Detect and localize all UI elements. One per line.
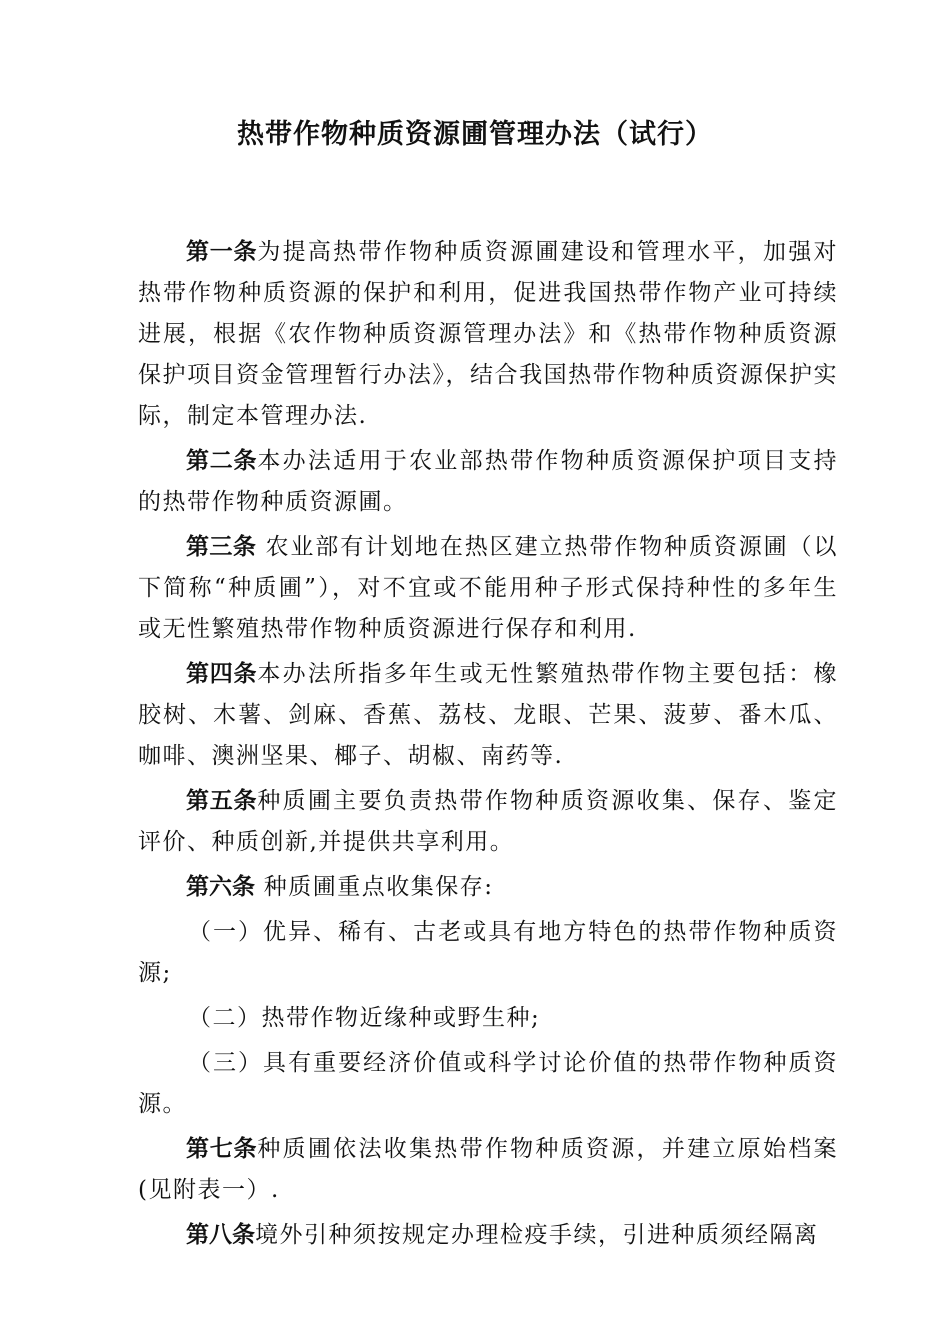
article-heading: 第一条 <box>186 239 258 265</box>
list-item-text: （一）优异、稀有、古老或具有地方特色的热带作物种质资源; <box>138 919 838 986</box>
document-title: 热带作物种质资源圃管理办法（试行） <box>237 119 713 150</box>
article-text: 境外引种须按规定办理检疫手续，引进种质须经隔离 <box>255 1222 819 1248</box>
article-2 <box>138 441 838 523</box>
article-heading: 第七条 <box>186 1136 258 1162</box>
article-text: 种质圃依法收集热带作物种质资源，并建立原始档案(见附表一）. <box>138 1136 839 1203</box>
article-1 <box>138 232 838 437</box>
article-text: 种质圃主要负责热带作物种质资源收集、保存、鉴定评价、种质创新,并提供共享利用。 <box>138 788 839 855</box>
list-item-1 <box>138 912 838 994</box>
article-text: 为提高热带作物种质资源圃建设和管理水平，加强对热带作物种质资源的保护和利用，促进我国热带作物产业可持续进展，根据《农作物种质资源管理办法》和《热带作物种质资源保护项目资金管理暂行办法》，结合我国热带作物种质资源保护实际，制定本管理办法. <box>138 239 839 429</box>
document-body <box>138 232 838 1256</box>
article-7 <box>138 1129 838 1211</box>
list-item-text: （二）热带作物近缘种或野生种; <box>188 1005 541 1031</box>
article-heading: 第二条 <box>186 448 258 474</box>
article-text: 本办法所指多年生或无性繁殖热带作物主要包括：橡胶树、木薯、剑麻、香蕉、荔枝、龙眼、芒果、菠萝、番木瓜、咖啡、澳洲坚果、椰子、胡椒、南药等. <box>138 661 839 769</box>
article-4 <box>138 654 838 777</box>
article-heading: 第三条 <box>186 534 257 560</box>
list-item-3 <box>138 1043 838 1125</box>
article-heading: 第六条 <box>186 874 255 900</box>
article-6 <box>138 867 838 908</box>
list-item-2 <box>138 998 838 1039</box>
list-item-text: （三）具有重要经济价值或科学讨论价值的热带作物种质资源。 <box>138 1050 838 1117</box>
article-text: 种质圃重点收集保存: <box>255 874 494 900</box>
article-text: 农业部有计划地在热区建立热带作物种质资源圃（以下简称“种质圃”），对不宜或不能用种子形式保持种性的多年生或无性繁殖热带作物种质资源进行保存和利用. <box>138 534 838 642</box>
article-3 <box>138 527 838 650</box>
article-8 <box>138 1215 838 1256</box>
article-heading: 第八条 <box>186 1222 255 1248</box>
article-heading: 第四条 <box>186 661 258 687</box>
article-heading: 第五条 <box>186 788 258 814</box>
article-5 <box>138 781 838 863</box>
article-text: 本办法适用于农业部热带作物种质资源保护项目支持的热带作物种质资源圃。 <box>138 448 839 515</box>
